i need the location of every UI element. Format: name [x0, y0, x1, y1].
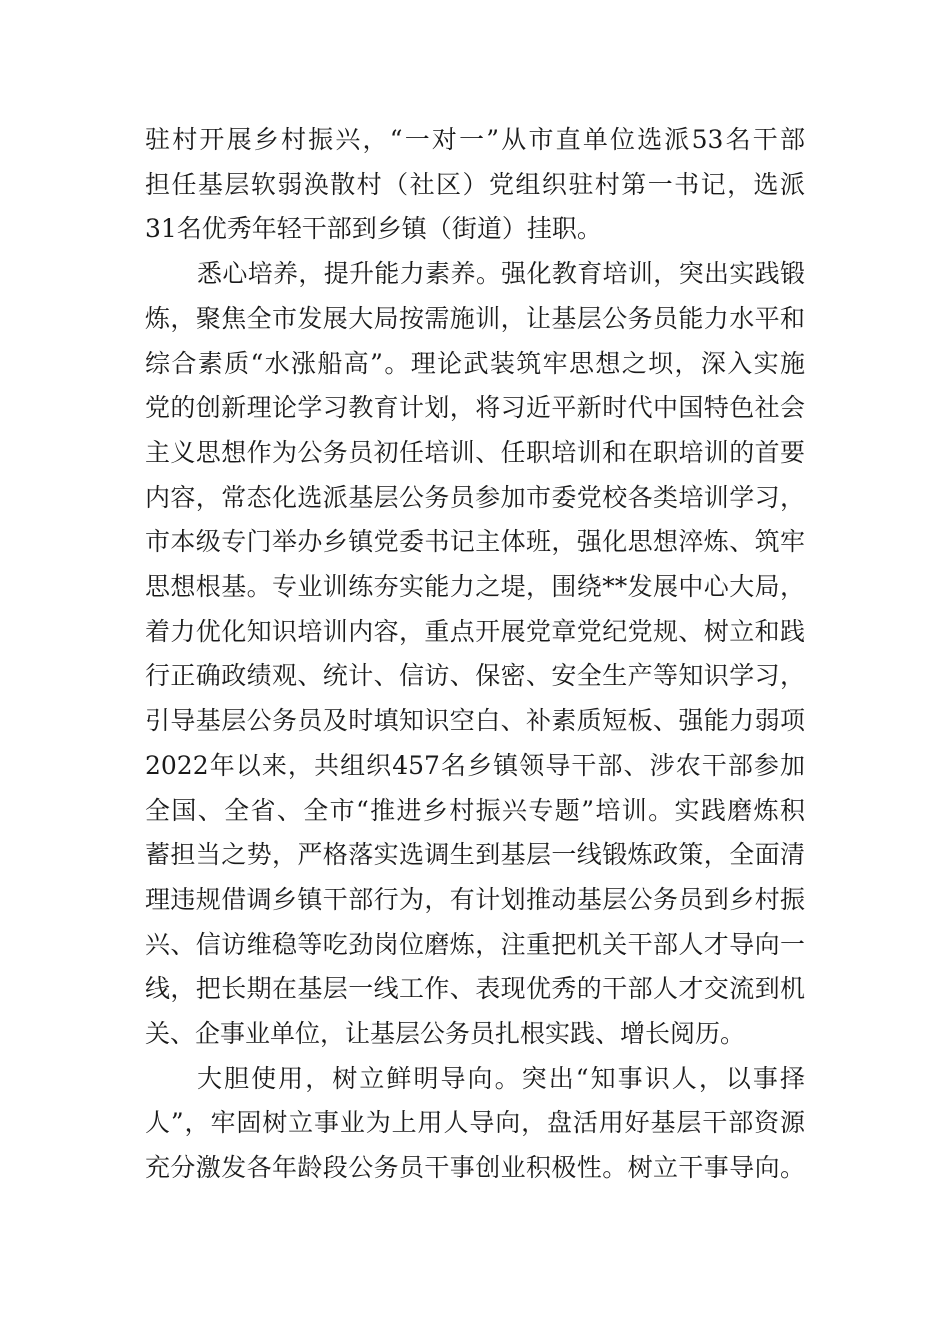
text-line: 充分激发各年龄段公务员干事创业积极性。树立干事导向。	[145, 1153, 805, 1183]
text-line: 人”，牢固树立事业为上用人导向，盘活用好基层干部资源	[145, 1108, 805, 1138]
text-line: 兴、信访维稳等吃劲岗位磨炼，注重把机关干部人才导向一	[145, 929, 805, 959]
text-line: 驻村开展乡村振兴，“一对一”从市直单位选派53名干部	[145, 125, 806, 154]
text-line: 行正确政绩观、统计、信访、保密、安全生产等知识学习，	[145, 661, 805, 691]
text-line: 线，把长期在基层一线工作、表现优秀的干部人才交流到机	[145, 974, 805, 1004]
text-line: 市本级专门举办乡镇党委书记主体班，强化思想淬炼、筑牢	[145, 527, 805, 557]
text-line: 理违规借调乡镇干部行为，有计划推动基层公务员到乡村振	[145, 884, 805, 914]
text-line: 综合素质“水涨船高”。理论武装筑牢思想之坝，深入实施	[145, 348, 805, 378]
text-line: 悉心培养，提升能力素养。强化教育培训，突出实践锻	[197, 259, 805, 289]
text-line: 党的创新理论学习教育计划，将习近平新时代中国特色社会	[145, 393, 805, 423]
text-line: 大胆使用，树立鲜明导向。突出“知事识人，以事择	[197, 1063, 805, 1093]
text-line: 蓄担当之势，严格落实选调生到基层一线锻炼政策，全面清	[145, 840, 805, 870]
text-line: 内容，常态化选派基层公务员参加市委党校各类培训学习，	[145, 482, 805, 512]
text-line: 引导基层公务员及时填知识空白、补素质短板、强能力弱项	[145, 706, 805, 736]
text-line: 着力优化知识培训内容，重点开展党章党纪党规、树立和践	[145, 616, 805, 646]
text-line: 31名优秀年轻干部到乡镇（街道）挂职。	[145, 214, 602, 244]
text-line: 全国、全省、全市“推进乡村振兴专题”培训。实践磨炼积	[145, 795, 805, 825]
text-line: 担任基层软弱涣散村（社区）党组织驻村第一书记，选派	[145, 169, 805, 199]
text-line: 炼，聚焦全市发展大局按需施训，让基层公务员能力水平和	[145, 303, 805, 333]
text-line: 2022年以来，共组织457名乡镇领导干部、涉农干部参加	[145, 750, 805, 780]
text-line: 关、企事业单位，让基层公务员扎根实践、增长阅历。	[145, 1019, 746, 1048]
text-line: 主义思想作为公务员初任培训、任职培训和在职培训的首要	[145, 437, 805, 467]
text-line: 思想根基。专业训练夯实能力之堤，围绕**发展中心大局，	[145, 572, 805, 601]
